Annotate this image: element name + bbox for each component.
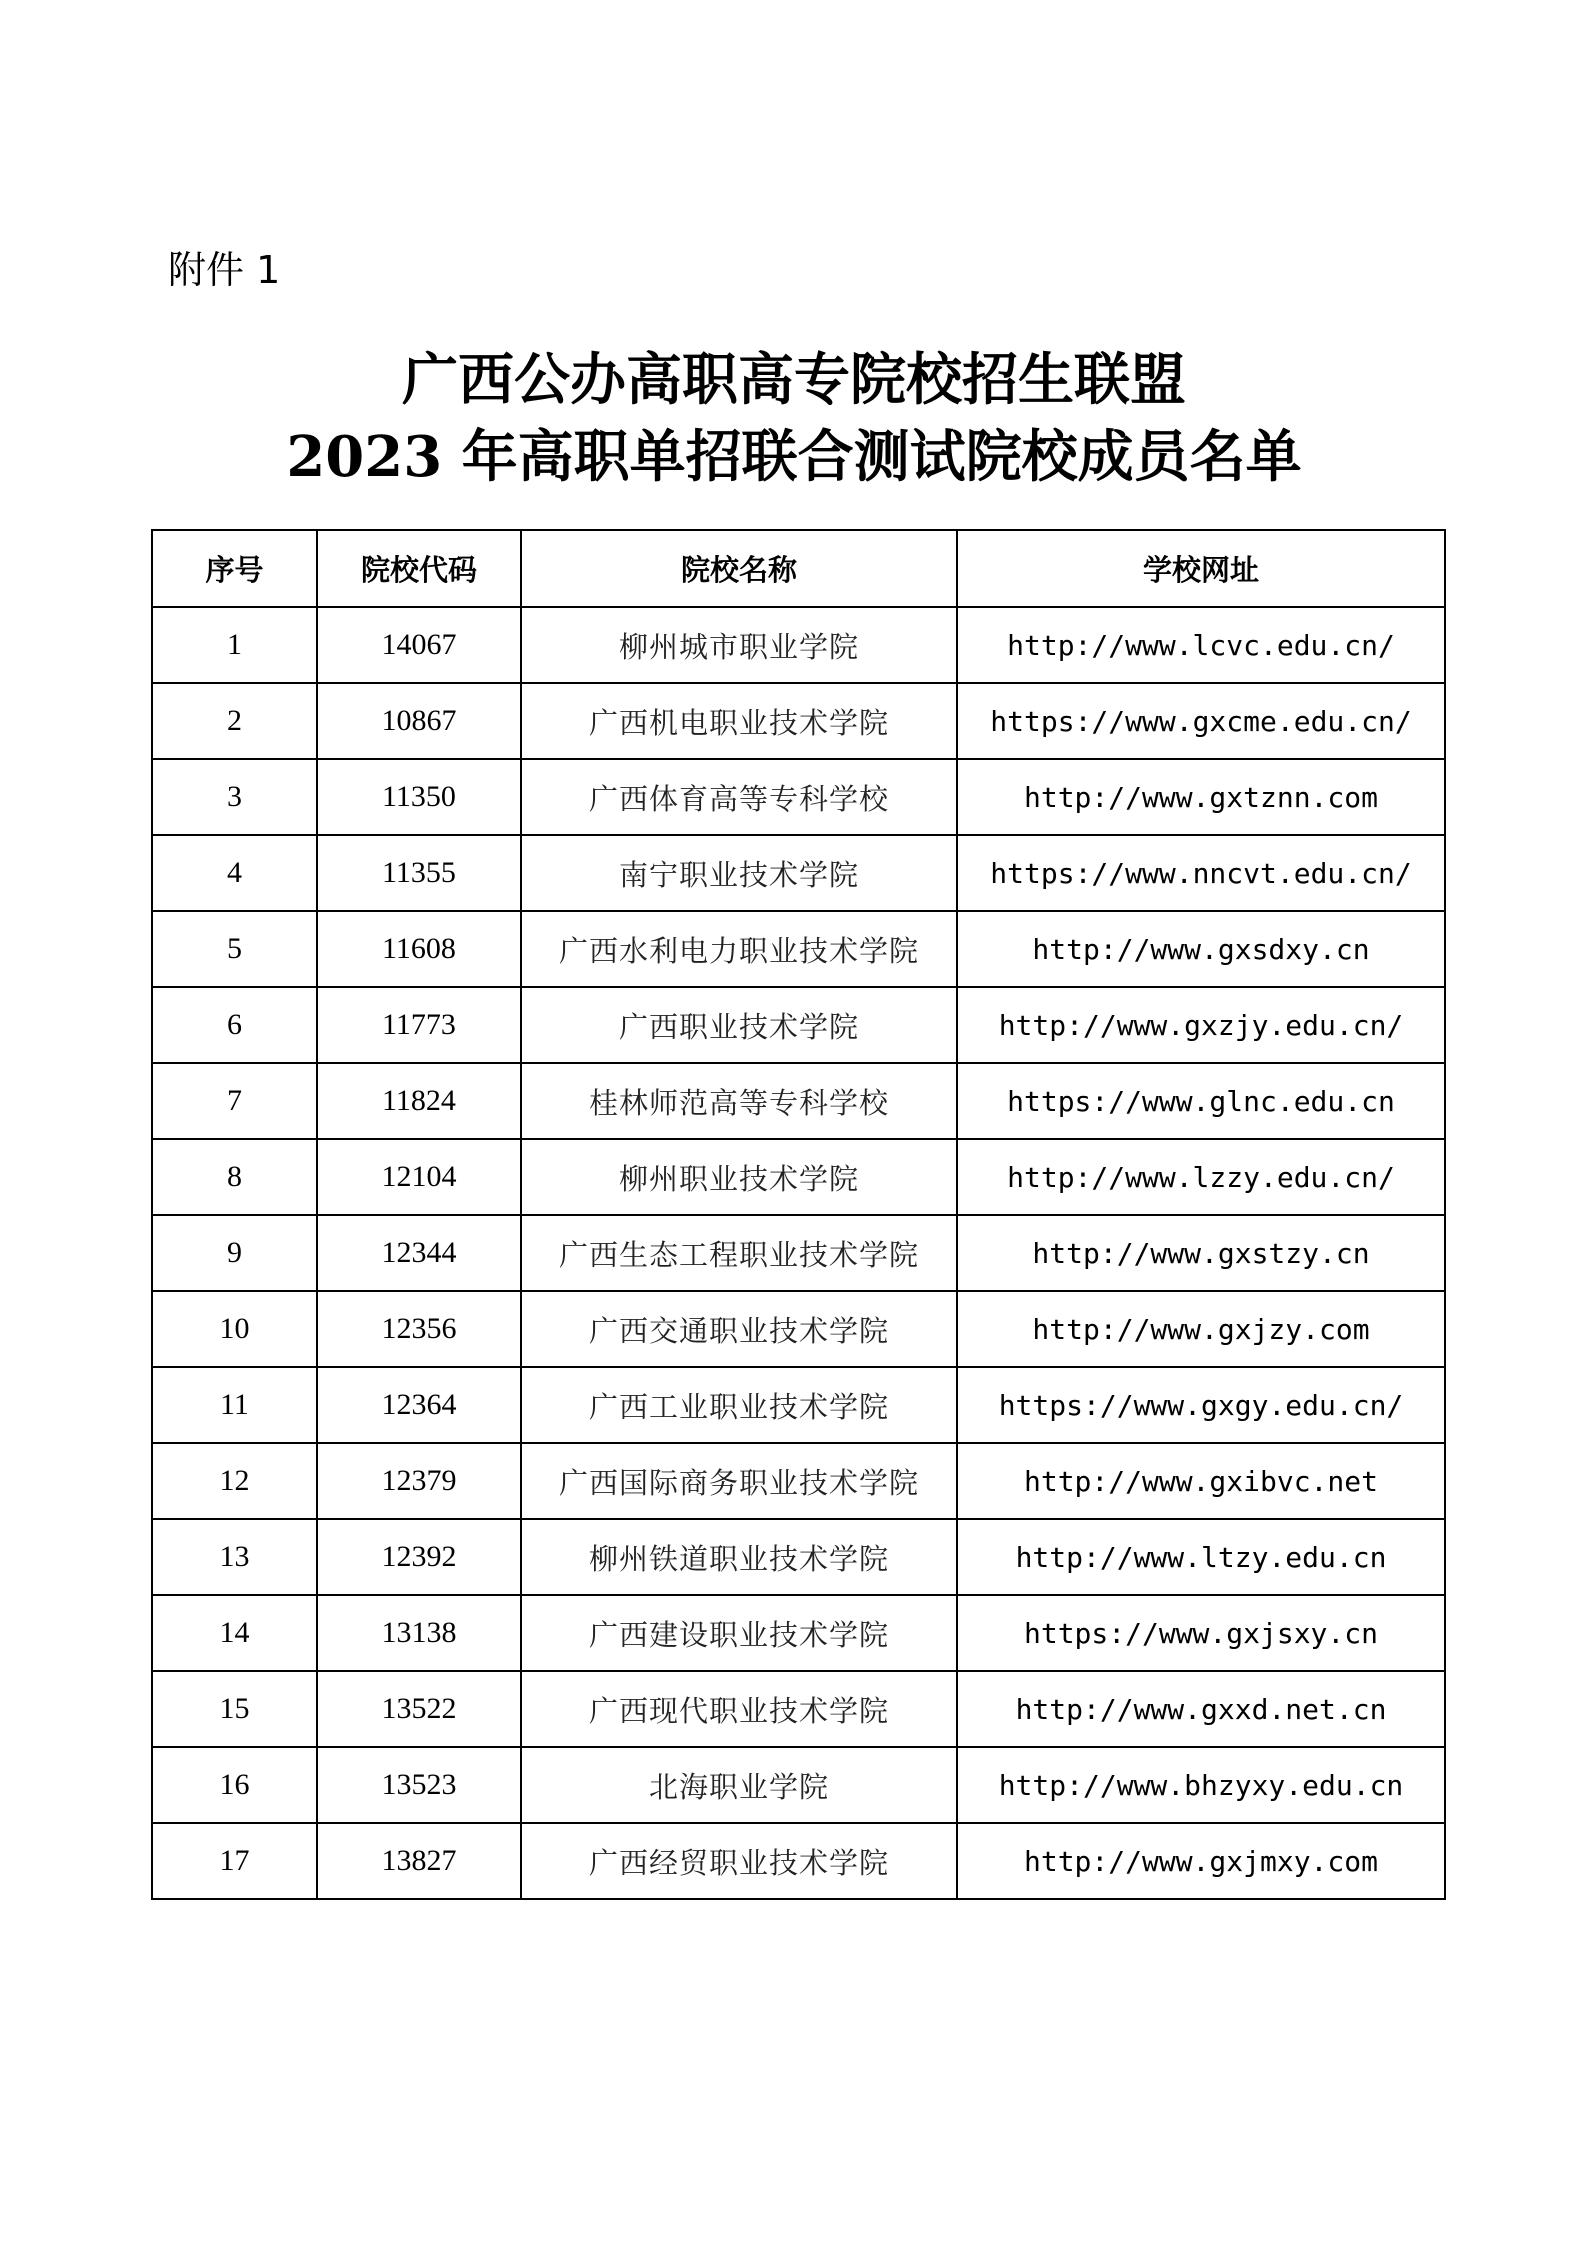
cell-website-link[interactable]: http://www.gxibvc.net: [957, 1443, 1445, 1519]
cell-website-link[interactable]: http://www.gxxd.net.cn: [957, 1671, 1445, 1747]
cell-college-name: 广西交通职业技术学院: [521, 1291, 957, 1367]
cell-code: 12356: [317, 1291, 521, 1367]
cell-college-name: 广西体育高等专科学校: [521, 759, 957, 835]
cell-website-link[interactable]: http://www.gxtznn.com: [957, 759, 1445, 835]
cell-code: 12379: [317, 1443, 521, 1519]
table-row: [152, 911, 1445, 987]
cell-code: 12104: [317, 1139, 521, 1215]
cell-college-name: 柳州铁道职业技术学院: [521, 1519, 957, 1595]
cell-college-name: 广西机电职业技术学院: [521, 683, 957, 759]
cell-website-link[interactable]: https://www.nncvt.edu.cn/: [957, 835, 1445, 911]
cell-index: 10: [152, 1291, 317, 1367]
cell-code: 12344: [317, 1215, 521, 1291]
cell-index: 11: [152, 1367, 317, 1443]
cell-college-name: 广西经贸职业技术学院: [521, 1823, 957, 1899]
table-row: [152, 683, 1445, 759]
cell-index: 2: [152, 683, 317, 759]
cell-website-link[interactable]: https://www.glnc.edu.cn: [957, 1063, 1445, 1139]
table-row: [152, 1063, 1445, 1139]
cell-code: 11773: [317, 987, 521, 1063]
table-row: [152, 1139, 1445, 1215]
cell-website-link[interactable]: https://www.gxcme.edu.cn/: [957, 683, 1445, 759]
cell-index: 8: [152, 1139, 317, 1215]
cell-college-name: 广西现代职业技术学院: [521, 1671, 957, 1747]
cell-website-link[interactable]: http://www.ltzy.edu.cn: [957, 1519, 1445, 1595]
cell-code: 14067: [317, 607, 521, 683]
header-code: 院校代码: [317, 530, 521, 607]
table-row: [152, 1291, 1445, 1367]
document-title-line2: 2023 年高职单招联合测试院校成员名单: [286, 424, 1302, 490]
table-row: [152, 1215, 1445, 1291]
table-body: [152, 607, 1445, 1899]
header-index: 序号: [152, 530, 317, 607]
cell-website-link[interactable]: https://www.gxjsxy.cn: [957, 1595, 1445, 1671]
member-college-table: [151, 529, 1446, 1900]
cell-college-name: 广西水利电力职业技术学院: [521, 911, 957, 987]
table-row: [152, 607, 1445, 683]
cell-code: 10867: [317, 683, 521, 759]
cell-website-link[interactable]: http://www.gxjmxy.com: [957, 1823, 1445, 1899]
cell-code: 11355: [317, 835, 521, 911]
cell-college-name: 柳州城市职业学院: [521, 607, 957, 683]
cell-index: 16: [152, 1747, 317, 1823]
attachment-label: 附件 1: [168, 248, 281, 292]
table-row: [152, 1595, 1445, 1671]
cell-index: 9: [152, 1215, 317, 1291]
cell-college-name: 广西工业职业技术学院: [521, 1367, 957, 1443]
cell-index: 13: [152, 1519, 317, 1595]
cell-website-link[interactable]: http://www.bhzyxy.edu.cn: [957, 1747, 1445, 1823]
table-header-row: [152, 530, 1445, 607]
cell-college-name: 桂林师范高等专科学校: [521, 1063, 957, 1139]
cell-website-link[interactable]: http://www.gxstzy.cn: [957, 1215, 1445, 1291]
cell-website-link[interactable]: http://www.gxjzy.com: [957, 1291, 1445, 1367]
cell-code: 12364: [317, 1367, 521, 1443]
cell-code: 13522: [317, 1671, 521, 1747]
cell-college-name: 广西建设职业技术学院: [521, 1595, 957, 1671]
cell-index: 14: [152, 1595, 317, 1671]
cell-code: 11824: [317, 1063, 521, 1139]
cell-index: 4: [152, 835, 317, 911]
cell-college-name: 广西生态工程职业技术学院: [521, 1215, 957, 1291]
cell-website-link[interactable]: http://www.lcvc.edu.cn/: [957, 607, 1445, 683]
header-website: 学校网址: [957, 530, 1445, 607]
cell-code: 13523: [317, 1747, 521, 1823]
table-row: [152, 1443, 1445, 1519]
cell-index: 1: [152, 607, 317, 683]
cell-college-name: 北海职业学院: [521, 1747, 957, 1823]
table-row: [152, 1747, 1445, 1823]
cell-college-name: 南宁职业技术学院: [521, 835, 957, 911]
cell-website-link[interactable]: http://www.gxzjy.edu.cn/: [957, 987, 1445, 1063]
cell-index: 7: [152, 1063, 317, 1139]
table-row: [152, 1671, 1445, 1747]
table-row: [152, 987, 1445, 1063]
table-row: [152, 1367, 1445, 1443]
cell-college-name: 广西国际商务职业技术学院: [521, 1443, 957, 1519]
table-row: [152, 1823, 1445, 1899]
cell-code: 13827: [317, 1823, 521, 1899]
cell-code: 12392: [317, 1519, 521, 1595]
document-title-line1: 广西公办高职高专院校招生联盟: [402, 347, 1186, 413]
cell-college-name: 柳州职业技术学院: [521, 1139, 957, 1215]
table-row: [152, 759, 1445, 835]
table-row: [152, 1519, 1445, 1595]
cell-index: 15: [152, 1671, 317, 1747]
cell-index: 17: [152, 1823, 317, 1899]
cell-index: 12: [152, 1443, 317, 1519]
cell-index: 3: [152, 759, 317, 835]
cell-index: 6: [152, 987, 317, 1063]
cell-index: 5: [152, 911, 317, 987]
cell-code: 11608: [317, 911, 521, 987]
cell-website-link[interactable]: http://www.lzzy.edu.cn/: [957, 1139, 1445, 1215]
cell-college-name: 广西职业技术学院: [521, 987, 957, 1063]
cell-website-link[interactable]: http://www.gxsdxy.cn: [957, 911, 1445, 987]
table-row: [152, 835, 1445, 911]
cell-code: 11350: [317, 759, 521, 835]
cell-code: 13138: [317, 1595, 521, 1671]
header-name: 院校名称: [521, 530, 957, 607]
cell-website-link[interactable]: https://www.gxgy.edu.cn/: [957, 1367, 1445, 1443]
